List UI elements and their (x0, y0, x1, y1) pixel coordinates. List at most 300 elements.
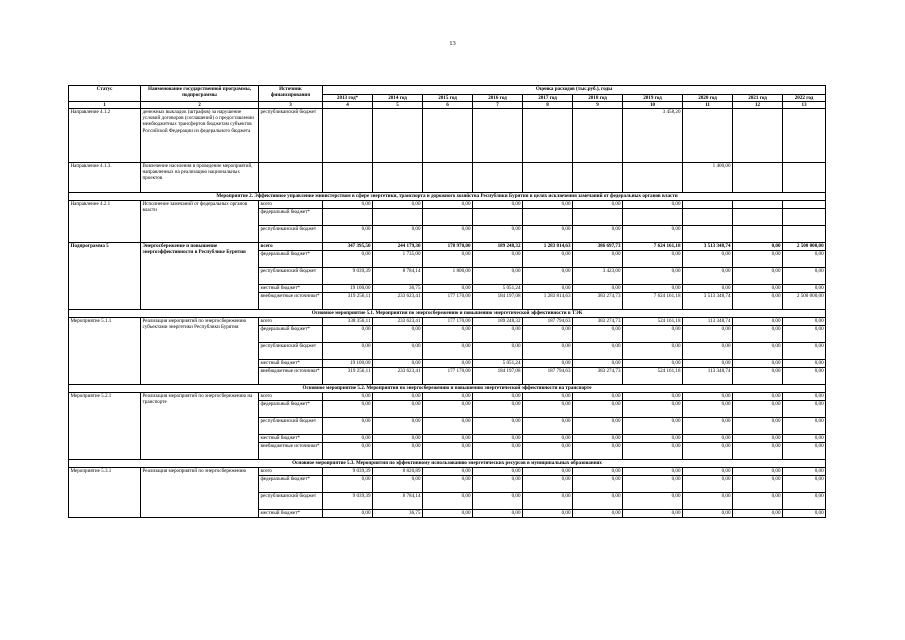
value-cell: 9 039,39 (323, 468, 373, 476)
row-source: федеральный бюджет* (259, 326, 323, 343)
value-cell: 0,00 (623, 493, 683, 510)
row-source: республиканский бюджет (259, 226, 323, 243)
value-cell: 1 800,00 (423, 268, 473, 285)
value-cell: 0,00 (683, 493, 733, 510)
value-cell: 0,00 (733, 418, 783, 435)
value-cell: 184 197,08 (473, 368, 523, 385)
value-cell (473, 209, 523, 226)
value-cell: 113 348,74 (683, 368, 733, 385)
value-cell: 0,00 (683, 418, 733, 435)
value-cell (323, 209, 373, 226)
row-source: внебюджетные источники* (259, 443, 323, 460)
value-cell: 0,00 (423, 493, 473, 510)
row-source: внебюджетные источники* (259, 293, 323, 310)
value-cell: 0,00 (623, 393, 683, 401)
value-cell: 0,00 (683, 393, 733, 401)
value-cell: 0,00 (783, 343, 826, 360)
value-cell: 0,00 (783, 435, 826, 443)
value-cell (573, 209, 623, 226)
value-cell: 189 248,32 (473, 318, 523, 326)
value-cell: 0,00 (623, 251, 683, 268)
value-cell (323, 109, 373, 163)
value-cell (733, 209, 783, 226)
value-cell: 0,00 (733, 435, 783, 443)
value-cell: 0,00 (473, 401, 523, 418)
value-cell: 0,00 (623, 468, 683, 476)
header-year: 2017 год (523, 95, 573, 102)
value-cell: 0,00 (783, 510, 826, 518)
header-program-name: Наименование государственной программы, подпрограммы (141, 86, 259, 102)
column-number: 1 (69, 102, 141, 109)
value-cell: 0,00 (783, 418, 826, 435)
value-cell: 0,00 (783, 318, 826, 326)
value-cell: 36,75 (373, 510, 423, 518)
value-cell: 0,00 (473, 226, 523, 243)
value-cell (523, 109, 573, 163)
value-cell: 0,00 (783, 393, 826, 401)
column-number: 11 (683, 102, 733, 109)
row-name-dir-4-1-2: денежных выкладок (штрафов) за нарушение условий договоров (соглашений) о предоставлении межбюджетных трансфертов бюджетам субъектов Российской Федерации из федерального бюджета (141, 109, 259, 163)
value-cell (733, 163, 783, 193)
value-cell: 0,00 (733, 510, 783, 518)
value-cell: 0,00 (423, 476, 473, 493)
row-status-subprogram-5: Подпрограмма 5 (69, 243, 141, 310)
value-cell: 184 197,08 (473, 293, 523, 310)
header-estimate: Оценка расходов (тыс.руб.), годы (323, 86, 826, 95)
value-cell: 0,00 (683, 360, 733, 368)
value-cell: 0,00 (573, 326, 623, 343)
value-cell: 0,00 (323, 326, 373, 343)
value-cell: 0,00 (473, 268, 523, 285)
value-cell: 0,00 (473, 343, 523, 360)
value-cell (573, 163, 623, 193)
value-cell: 319 256,11 (323, 368, 373, 385)
value-cell: 0,00 (523, 343, 573, 360)
value-cell: 0,00 (523, 226, 573, 243)
value-cell: 0,00 (783, 476, 826, 493)
value-cell: 0,00 (423, 443, 473, 460)
value-cell: 0,00 (523, 418, 573, 435)
value-cell: 8 784,14 (373, 493, 423, 510)
value-cell (623, 163, 683, 193)
value-cell: 0,00 (473, 476, 523, 493)
value-cell: 0,00 (423, 226, 473, 243)
value-cell: 0,00 (623, 510, 683, 518)
header-source: Источник финансирования (259, 86, 323, 102)
header-status: Статус (69, 86, 141, 102)
value-cell (473, 109, 523, 163)
value-cell: 3 513 348,74 (683, 293, 733, 310)
row-source: республиканский бюджет (259, 493, 323, 510)
row-source: местный бюджет* (259, 360, 323, 368)
value-cell: 0,00 (423, 343, 473, 360)
value-cell: 0,00 (523, 393, 573, 401)
value-cell: 0,00 (373, 226, 423, 243)
value-cell: 0,00 (623, 476, 683, 493)
value-cell (683, 209, 733, 226)
value-cell (523, 209, 573, 226)
column-number: 8 (523, 102, 573, 109)
value-cell: 0,00 (373, 393, 423, 401)
value-cell: 0,00 (323, 418, 373, 435)
section-heading-measure-2: Мероприятие 2. Эффективное управление министерством в сфере энергетики, транспорта и дорожного хозяйства Республики Бурятия в целях исключения замечаний от федеральных органов власти (69, 193, 826, 201)
column-number: 10 (623, 102, 683, 109)
header-year: 2018 год (573, 95, 623, 102)
value-cell: 0,00 (623, 360, 683, 368)
value-cell: 0,00 (573, 401, 623, 418)
value-cell: 2 500 000,00 (783, 293, 826, 310)
column-number: 9 (573, 102, 623, 109)
value-cell: 0,00 (783, 493, 826, 510)
value-cell: 0,00 (473, 510, 523, 518)
value-cell: 5 051,24 (473, 360, 523, 368)
value-cell: 0,00 (423, 401, 473, 418)
value-cell: 9 039,39 (323, 493, 373, 510)
value-cell: 0,00 (373, 360, 423, 368)
value-cell: 0,00 (573, 493, 623, 510)
value-cell: 0,00 (733, 393, 783, 401)
value-cell: 244 179,30 (373, 243, 423, 251)
value-cell: 178 970,00 (423, 243, 473, 251)
value-cell: 0,00 (683, 401, 733, 418)
value-cell (783, 226, 826, 243)
value-cell: 0,00 (473, 393, 523, 401)
header-year: 2014 год (373, 95, 423, 102)
row-source: местный бюджет* (259, 510, 323, 518)
value-cell: 9 039,39 (323, 268, 373, 285)
row-source: республиканский бюджет (259, 268, 323, 285)
column-number: 5 (373, 102, 423, 109)
value-cell: 0,00 (733, 443, 783, 460)
value-cell: 1 283 814,63 (523, 243, 573, 251)
row-name-subprogram-5: Энергосбережение и повышение энергоэффективности в Республике Бурятия (141, 243, 259, 310)
value-cell: 0,00 (373, 418, 423, 435)
value-cell: 233 623,41 (373, 318, 423, 326)
value-cell: 7 624 161,18 (623, 243, 683, 251)
value-cell (373, 209, 423, 226)
row-name-measure-5-2-1: Реализация мероприятий по энергосбережению на транспорте (141, 393, 259, 460)
value-cell (733, 201, 783, 209)
header-year: 2016 год (473, 95, 523, 102)
value-cell: 0,00 (323, 401, 373, 418)
value-cell: 0,00 (473, 493, 523, 510)
value-cell: 3 458,20 (623, 109, 683, 163)
value-cell: 0,00 (733, 318, 783, 326)
row-name-measure-5-1-1: Реализация мероприятий по энергосбережению субъектами энергетики Республики Бурятия (141, 318, 259, 385)
header-year: 2015 год (423, 95, 473, 102)
value-cell: 0,00 (683, 251, 733, 268)
value-cell: 0,00 (733, 285, 783, 293)
row-name-measure-5-3-1: Реализация мероприятий по энергосбережению (141, 468, 259, 518)
value-cell: 0,00 (323, 201, 373, 209)
value-cell: 0,00 (373, 201, 423, 209)
value-cell: 0,00 (623, 435, 683, 443)
value-cell: 0,00 (573, 510, 623, 518)
value-cell (683, 109, 733, 163)
value-cell: 383 274,73 (573, 368, 623, 385)
row-source: внебюджетные источники* (259, 368, 323, 385)
row-source: всего (259, 393, 323, 401)
value-cell: 0,00 (683, 326, 733, 343)
value-cell: 177 170,00 (423, 368, 473, 385)
value-cell: 0,00 (683, 285, 733, 293)
value-cell (783, 163, 826, 193)
column-number: 7 (473, 102, 523, 109)
value-cell: 0,00 (733, 368, 783, 385)
value-cell: 338 356,11 (323, 318, 373, 326)
page-number: 13 (449, 40, 456, 47)
value-cell: 0,00 (573, 393, 623, 401)
value-cell: 187 794,63 (523, 368, 573, 385)
row-source: федеральный бюджет* (259, 209, 323, 226)
row-source: республиканский бюджет (259, 418, 323, 435)
value-cell: 0,00 (733, 268, 783, 285)
value-cell (733, 109, 783, 163)
value-cell: 0,00 (473, 251, 523, 268)
row-source: всего (259, 318, 323, 326)
value-cell: 0,00 (683, 476, 733, 493)
value-cell: 233 623,41 (373, 368, 423, 385)
value-cell: 0,00 (473, 201, 523, 209)
value-cell: 0,00 (573, 443, 623, 460)
value-cell: 0,00 (373, 343, 423, 360)
value-cell (423, 163, 473, 193)
value-cell: 0,00 (523, 268, 573, 285)
value-cell: 0,00 (373, 476, 423, 493)
header-year: 2013 год* (323, 95, 373, 102)
column-number: 3 (259, 102, 323, 109)
value-cell: 0,00 (423, 418, 473, 435)
column-number: 13 (783, 102, 826, 109)
row-name-dir-4-1-3: Вовлечение населения в проведение мероприятий, направленных на реализацию национальных проектов (141, 163, 259, 193)
value-cell: 0,00 (783, 285, 826, 293)
value-cell: 0,00 (783, 326, 826, 343)
row-source: всего (259, 468, 323, 476)
row-source: всего (259, 243, 323, 251)
value-cell: 0,00 (523, 443, 573, 460)
value-cell: 0,00 (473, 326, 523, 343)
value-cell: 0,00 (733, 401, 783, 418)
value-cell (473, 163, 523, 193)
row-status-measure-5-2-1: Мероприятие 5.2.1 (69, 393, 141, 460)
header-year: 2021 год (733, 95, 783, 102)
value-cell: 0,00 (573, 418, 623, 435)
value-cell: 0,00 (573, 285, 623, 293)
value-cell: 0,00 (423, 435, 473, 443)
value-cell: 0,00 (423, 201, 473, 209)
row-status-measure-5-1-1: Мероприятие 5.1.1 (69, 318, 141, 385)
value-cell: 177 170,00 (423, 318, 473, 326)
value-cell: 0,00 (423, 360, 473, 368)
value-cell: 19 100,00 (323, 285, 373, 293)
value-cell: 0,00 (783, 268, 826, 285)
value-cell: 0,00 (423, 468, 473, 476)
value-cell: 0,00 (733, 326, 783, 343)
value-cell (683, 201, 733, 209)
value-cell: 0,00 (523, 468, 573, 476)
value-cell: 36,75 (373, 285, 423, 293)
value-cell: 0,00 (783, 401, 826, 418)
value-cell: 383 274,73 (573, 293, 623, 310)
value-cell: 0,00 (573, 251, 623, 268)
value-cell: 0,00 (683, 510, 733, 518)
value-cell: 0,00 (323, 393, 373, 401)
section-heading-main-5-3: Основное мероприятие 5.3. Мероприятия по эффективному использованию энергетических ресурсов в муниципальных образованиях (69, 460, 826, 468)
value-cell: 3 513 348,74 (683, 243, 733, 251)
value-cell: 5 051,24 (473, 285, 523, 293)
row-source: всего (259, 201, 323, 209)
value-cell: 0,00 (523, 326, 573, 343)
value-cell: 1 735,00 (373, 251, 423, 268)
value-cell (523, 163, 573, 193)
value-cell: 177 170,00 (423, 293, 473, 310)
row-status-dir-4-1-2: Направление 4.1.2 (69, 109, 141, 163)
value-cell (423, 209, 473, 226)
value-cell: 0,00 (783, 468, 826, 476)
value-cell: 0,00 (783, 443, 826, 460)
value-cell: 0,00 (733, 476, 783, 493)
value-cell: 0,00 (623, 401, 683, 418)
value-cell: 0,00 (783, 360, 826, 368)
value-cell: 0,00 (373, 435, 423, 443)
value-cell: 113 348,74 (683, 318, 733, 326)
value-cell: 0,00 (733, 360, 783, 368)
value-cell: 319 256,11 (323, 293, 373, 310)
row-source: республиканский бюджет (259, 343, 323, 360)
value-cell: 0,00 (623, 201, 683, 209)
value-cell: 0,00 (683, 435, 733, 443)
value-cell: 0,00 (573, 343, 623, 360)
value-cell: 189 248,32 (473, 243, 523, 251)
value-cell: 0,00 (323, 435, 373, 443)
value-cell: 0,00 (783, 368, 826, 385)
value-cell: 0,00 (523, 493, 573, 510)
row-source: федеральный бюджет* (259, 251, 323, 268)
value-cell: 0,00 (733, 343, 783, 360)
value-cell: 0,00 (323, 343, 373, 360)
value-cell: 0,00 (573, 476, 623, 493)
value-cell: 0,00 (373, 326, 423, 343)
row-source: местный бюджет* (259, 285, 323, 293)
row-source-dir-4-1-3 (259, 163, 323, 193)
row-source: федеральный бюджет* (259, 476, 323, 493)
value-cell: 0,00 (733, 251, 783, 268)
value-cell: 0,00 (783, 251, 826, 268)
value-cell (733, 226, 783, 243)
header-year: 2022 год (783, 95, 826, 102)
value-cell (683, 226, 733, 243)
value-cell: 0,00 (373, 443, 423, 460)
value-cell: 0,00 (683, 443, 733, 460)
value-cell: 383 274,73 (573, 318, 623, 326)
value-cell (373, 163, 423, 193)
value-cell (323, 163, 373, 193)
value-cell: 8 820,89 (373, 468, 423, 476)
column-number: 6 (423, 102, 473, 109)
value-cell: 347 395,50 (323, 243, 373, 251)
value-cell: 524 161,18 (623, 318, 683, 326)
value-cell (623, 209, 683, 226)
value-cell: 19 100,00 (323, 360, 373, 368)
value-cell: 0,00 (323, 510, 373, 518)
budget-table (68, 85, 826, 518)
value-cell: 187 794,63 (523, 318, 573, 326)
value-cell: 0,00 (423, 393, 473, 401)
value-cell: 2 500 000,00 (783, 243, 826, 251)
value-cell: 0,00 (733, 243, 783, 251)
value-cell: 0,00 (623, 343, 683, 360)
value-cell: 0,00 (573, 226, 623, 243)
value-cell (373, 109, 423, 163)
value-cell: 7 624 161,18 (623, 293, 683, 310)
value-cell: 0,00 (423, 510, 473, 518)
row-source: местный бюджет* (259, 435, 323, 443)
value-cell: 0,00 (523, 201, 573, 209)
header-year: 2019 год (623, 95, 683, 102)
value-cell: 1 283 814,63 (523, 293, 573, 310)
row-status-dir-4-1-3: Направление 4.1.3. (69, 163, 141, 193)
value-cell: 0,00 (573, 435, 623, 443)
column-number: 4 (323, 102, 373, 109)
row-source: федеральный бюджет* (259, 401, 323, 418)
value-cell: 0,00 (423, 251, 473, 268)
value-cell: 0,00 (523, 251, 573, 268)
value-cell (423, 109, 473, 163)
header-year: 2020 год (683, 95, 733, 102)
value-cell: 0,00 (323, 476, 373, 493)
value-cell: 0,00 (423, 326, 473, 343)
value-cell: 0,00 (523, 476, 573, 493)
value-cell: 0,00 (473, 443, 523, 460)
column-number: 2 (141, 102, 259, 109)
value-cell: 0,00 (733, 493, 783, 510)
value-cell: 0,00 (623, 418, 683, 435)
row-status-dir-4-2-1: Направление 4.2.1 (69, 201, 141, 243)
row-name-dir-4-2-1: Исполнение замечаний от федеральных органов власти (141, 201, 259, 243)
value-cell: 524 161,18 (623, 368, 683, 385)
value-cell: 0,00 (373, 401, 423, 418)
value-cell: 0,00 (323, 251, 373, 268)
value-cell: 0,00 (573, 468, 623, 476)
value-cell (783, 201, 826, 209)
value-cell: 0,00 (523, 360, 573, 368)
value-cell: 0,00 (523, 285, 573, 293)
row-status-measure-5-3-1: Мероприятие 5.3.1 (69, 468, 141, 518)
value-cell: 0,00 (323, 443, 373, 460)
section-heading-main-5-1: Основное мероприятие 5.1. Мероприятия по энергосбережению и повышению энергетической эффективности в ТЭК (69, 310, 826, 318)
value-cell: 0,00 (623, 285, 683, 293)
value-cell (783, 209, 826, 226)
value-cell: 0,00 (623, 226, 683, 243)
value-cell (573, 109, 623, 163)
value-cell: 0,00 (573, 201, 623, 209)
value-cell: 0,00 (473, 418, 523, 435)
row-source-dir-4-1-2: республиканский бюджет (259, 109, 323, 163)
value-cell: 386 697,73 (573, 243, 623, 251)
value-cell: 0,00 (683, 268, 733, 285)
section-heading-main-5-2: Основное мероприятие 5.2. Мероприятия по энергосбережению и повышению энергетической эффективности на транспорте (69, 385, 826, 393)
value-cell: 3 423,00 (573, 268, 623, 285)
value-cell: 1 400,00 (683, 163, 733, 193)
value-cell: 0,00 (623, 268, 683, 285)
value-cell: 0,00 (323, 226, 373, 243)
value-cell: 0,00 (523, 510, 573, 518)
value-cell: 0,00 (523, 401, 573, 418)
value-cell: 0,00 (523, 435, 573, 443)
value-cell (783, 109, 826, 163)
value-cell: 8 784,14 (373, 268, 423, 285)
value-cell: 0,00 (683, 468, 733, 476)
